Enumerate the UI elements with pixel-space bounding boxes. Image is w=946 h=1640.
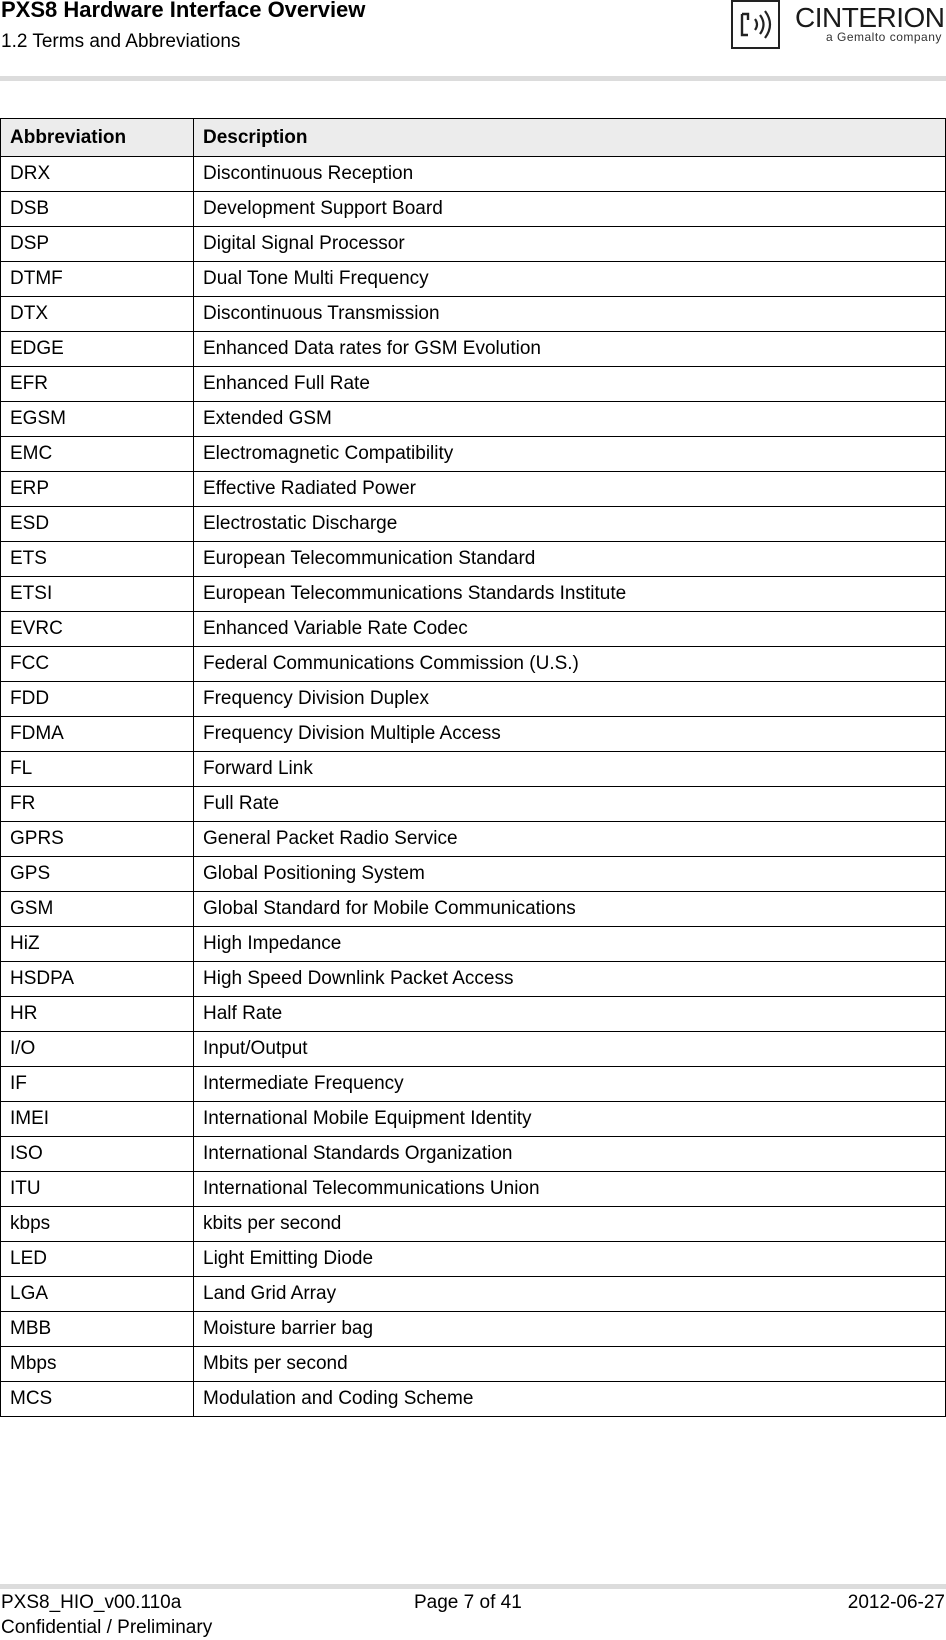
description-cell: kbits per second [194,1207,946,1242]
table-row [1,1277,946,1312]
description-cell: Half Rate [194,997,946,1032]
table-row [1,612,946,647]
table-row [1,1102,946,1137]
signal-box-icon [731,0,780,49]
description-cell: Light Emitting Diode [194,1242,946,1277]
abbreviation-cell: EMC [1,437,194,472]
description-cell: Electromagnetic Compatibility [194,437,946,472]
description-cell: European Telecommunication Standard [194,542,946,577]
abbreviation-cell: GPRS [1,822,194,857]
abbreviation-cell: EDGE [1,332,194,367]
table-row [1,787,946,822]
abbreviation-cell: IF [1,1067,194,1102]
table-row [1,1137,946,1172]
table-row [1,1242,946,1277]
description-cell: Electrostatic Discharge [194,507,946,542]
table-row [1,297,946,332]
description-cell: Input/Output [194,1032,946,1067]
description-cell: Full Rate [194,787,946,822]
table-row [1,1067,946,1102]
description-cell: International Telecommunications Union [194,1172,946,1207]
header-divider [0,76,946,81]
abbreviation-cell: LGA [1,1277,194,1312]
description-cell: Digital Signal Processor [194,227,946,262]
abbreviation-cell: LED [1,1242,194,1277]
logo-wordmark: CINTERION [795,2,945,33]
description-cell: Enhanced Variable Rate Codec [194,612,946,647]
abbreviation-cell: EVRC [1,612,194,647]
abbreviation-cell: DSP [1,227,194,262]
table-header-row [1,119,946,157]
cinterion-logo [731,0,943,52]
description-cell: Federal Communications Commission (U.S.) [194,647,946,682]
footer-divider [0,1584,946,1589]
table-row [1,472,946,507]
footer-page-number: Page 7 of 41 [414,1592,522,1613]
table-row [1,717,946,752]
abbreviation-cell: HiZ [1,927,194,962]
description-cell: International Standards Organization [194,1137,946,1172]
description-cell: Enhanced Data rates for GSM Evolution [194,332,946,367]
abbreviation-cell: HSDPA [1,962,194,997]
abbreviation-cell: ESD [1,507,194,542]
table-row [1,682,946,717]
abbreviation-cell: DTMF [1,262,194,297]
abbreviation-cell: HR [1,997,194,1032]
description-cell: Dual Tone Multi Frequency [194,262,946,297]
abbreviation-cell: ERP [1,472,194,507]
table-row [1,822,946,857]
table-row [1,1347,946,1382]
footer-doc-id: PXS8_HIO_v00.110a [1,1592,182,1613]
table-row [1,857,946,892]
description-cell: Modulation and Coding Scheme [194,1382,946,1417]
description-cell: Discontinuous Reception [194,157,946,192]
description-cell: Frequency Division Duplex [194,682,946,717]
abbreviation-cell: MCS [1,1382,194,1417]
description-cell: Frequency Division Multiple Access [194,717,946,752]
table-row [1,157,946,192]
abbreviation-cell: Mbps [1,1347,194,1382]
table-row [1,927,946,962]
abbreviation-cell: DRX [1,157,194,192]
description-cell: Intermediate Frequency [194,1067,946,1102]
description-cell: European Telecommunications Standards Institute [194,577,946,612]
description-cell: Global Positioning System [194,857,946,892]
description-cell: Development Support Board [194,192,946,227]
abbreviation-cell: DSB [1,192,194,227]
table-row [1,437,946,472]
abbreviation-cell: ETSI [1,577,194,612]
description-cell: Discontinuous Transmission [194,297,946,332]
description-cell: Forward Link [194,752,946,787]
description-cell: Enhanced Full Rate [194,367,946,402]
table-row [1,262,946,297]
description-cell: International Mobile Equipment Identity [194,1102,946,1137]
abbreviation-cell: GSM [1,892,194,927]
table-row [1,962,946,997]
document-title: PXS8 Hardware Interface Overview [1,0,366,22]
table-row [1,997,946,1032]
description-cell: Extended GSM [194,402,946,437]
table-row [1,577,946,612]
abbreviation-cell: MBB [1,1312,194,1347]
column-header-description: Description [194,119,946,157]
abbreviation-cell: ISO [1,1137,194,1172]
abbreviation-cell: ETS [1,542,194,577]
table-row [1,1172,946,1207]
table-row [1,892,946,927]
description-cell: Effective Radiated Power [194,472,946,507]
abbreviation-cell: IMEI [1,1102,194,1137]
abbreviation-cell: EFR [1,367,194,402]
table-row [1,647,946,682]
abbreviation-cell: ITU [1,1172,194,1207]
description-cell: Moisture barrier bag [194,1312,946,1347]
column-header-abbreviation: Abbreviation [1,119,194,157]
section-heading: 1.2 Terms and Abbreviations [1,31,241,52]
abbreviation-cell: kbps [1,1207,194,1242]
table-row [1,542,946,577]
table-row [1,192,946,227]
abbreviation-cell: I/O [1,1032,194,1067]
table-row [1,332,946,367]
description-cell: General Packet Radio Service [194,822,946,857]
table-row [1,1207,946,1242]
abbreviation-cell: FL [1,752,194,787]
description-cell: High Impedance [194,927,946,962]
table-row [1,227,946,262]
table-row [1,752,946,787]
table-row [1,1312,946,1347]
abbreviations-table [0,118,946,1417]
description-cell: Land Grid Array [194,1277,946,1312]
footer-date: 2012-06-27 [847,1592,945,1613]
abbreviation-cell: FDD [1,682,194,717]
table-row [1,507,946,542]
table-row [1,1382,946,1417]
table-row [1,1032,946,1067]
logo-tagline: a Gemalto company [826,30,942,44]
abbreviation-cell: FR [1,787,194,822]
description-cell: Global Standard for Mobile Communications [194,892,946,927]
footer-confidentiality: Confidential / Preliminary [1,1617,213,1638]
table-row [1,367,946,402]
abbreviation-cell: FDMA [1,717,194,752]
abbreviation-cell: EGSM [1,402,194,437]
abbreviation-cell: DTX [1,297,194,332]
description-cell: Mbits per second [194,1347,946,1382]
table-row [1,402,946,437]
table-body [1,157,946,1417]
description-cell: High Speed Downlink Packet Access [194,962,946,997]
abbreviation-cell: GPS [1,857,194,892]
abbreviation-cell: FCC [1,647,194,682]
